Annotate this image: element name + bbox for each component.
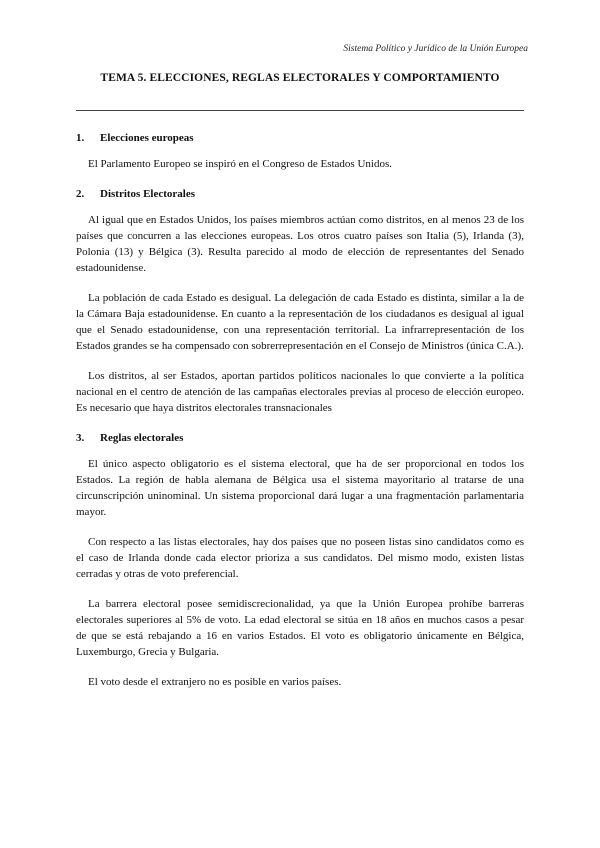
paragraph: Al igual que en Estados Unidos, los países miembros actúan como distritos, en al menos 23 de los países que concurren a las elecciones europeas. Los otros cuatro países son Italia (5), Irlanda (3), Polonia (13) y Bélgica (3). Resulta parecido al modo de elección de representantes del Senado estadounidense. — [76, 214, 524, 274]
section-title: Elecciones europeas — [100, 132, 194, 144]
paragraph: Con respecto a las listas electorales, hay dos países que no poseen listas sino candidatos como es el caso de Irlanda donde cada elector prioriza a sus candidatos. Del mismo modo, existen listas cerradas y otras de voto preferencial. — [76, 536, 524, 580]
section-heading-distritos-electorales — [76, 186, 524, 202]
paragraph: El voto desde el extranjero no es posible en varios países. — [88, 676, 342, 688]
section-title: Distritos Electorales — [100, 188, 195, 200]
paragraph: Los distritos, al ser Estados, aportan partidos políticos nacionales lo que convierte a la política nacional en el centro de atención de las campañas electorales previas al proceso de elección europeo. Es necesario que haya distritos electorales transnacionales — [76, 370, 524, 414]
section-number: 3. — [76, 432, 85, 444]
section-number: 1. — [76, 132, 85, 144]
page-title: TEMA 5. ELECCIONES, REGLAS ELECTORALES Y COMPORTAMIENTO — [100, 72, 500, 84]
section-heading-reglas-electorales — [76, 430, 524, 446]
section-title: Reglas electorales — [100, 432, 184, 444]
paragraph: El Parlamento Europeo se inspiró en el Congreso de Estados Unidos. — [88, 158, 392, 170]
section-heading-elecciones-europeas — [76, 130, 524, 146]
paragraph: La población de cada Estado es desigual. La delegación de cada Estado es distinta, similar a la de la Cámara Baja estadounidense. En cuanto a la representación de los ciudadanos es desigual al igual que el Senado estadounidense, con una representación territorial. La infrarrepresentación de los Estados grandes se ha compensado con sobrerrepresentación en el Consejo de Ministros (única C.A.). — [76, 292, 524, 352]
section-number: 2. — [76, 188, 85, 200]
running-header: Sistema Político y Jurídico de la Unión Europea — [343, 44, 528, 54]
document-body — [76, 130, 524, 690]
paragraph: La barrera electoral posee semidiscrecionalidad, ya que la Unión Europea prohíbe barreras electorales superiores al 5% de voto. La edad electoral se sitúa en 18 años en muchos casos a pesar de que se está rebajando a 16 en varios Estados. El voto es obligatorio únicamente en Bélgica, Luxemburgo, Grecia y Bulgaria. — [76, 598, 524, 658]
title-divider — [76, 110, 524, 111]
paragraph: El único aspecto obligatorio es el sistema electoral, que ha de ser proporcional en todos los Estados. La región de habla alemana de Bélgica usa el sistema mayoritario al tratarse de una circunscripción uninominal. Un sistema proporcional dará lugar a una fragmentación parlamentaria mayor. — [76, 458, 524, 518]
